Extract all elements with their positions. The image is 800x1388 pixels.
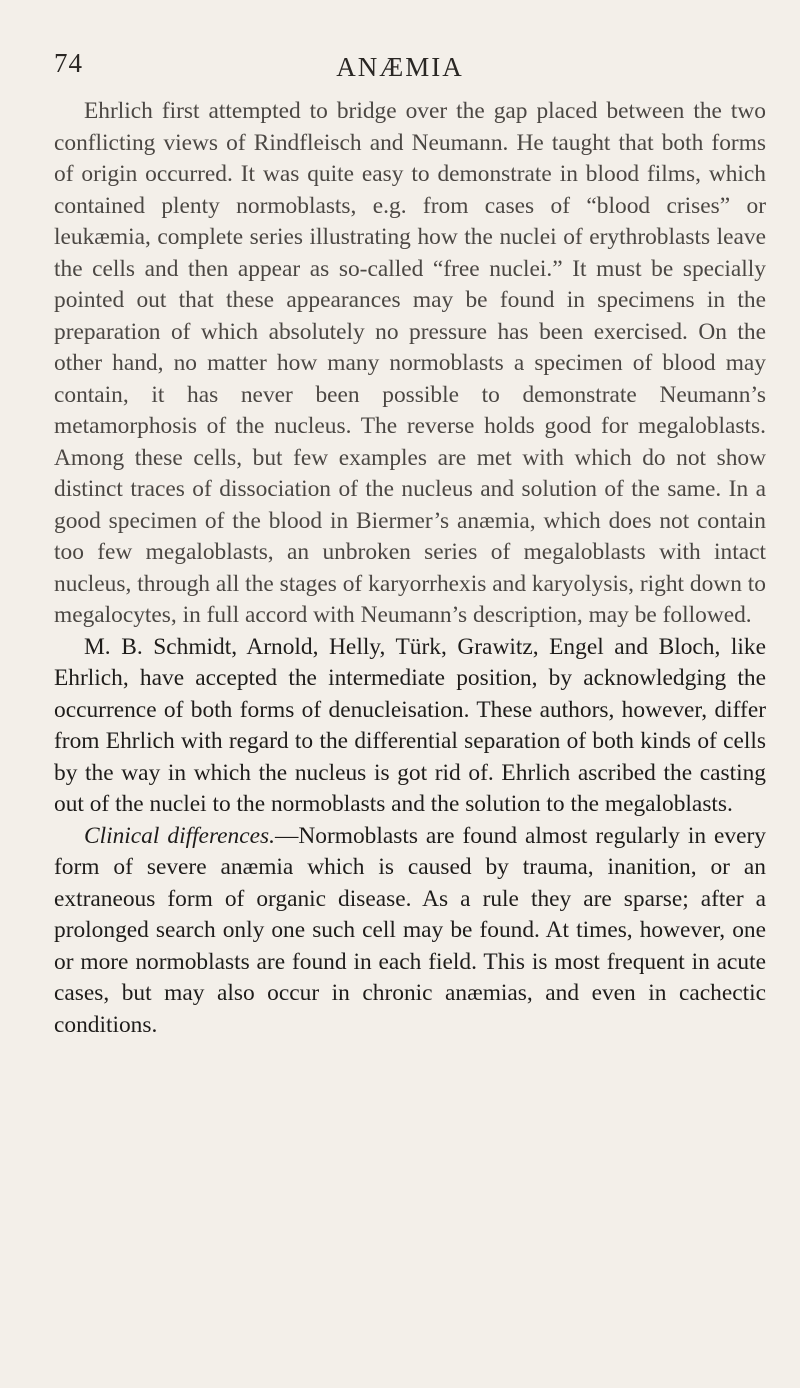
page-header — [0, 48, 800, 88]
paragraph-ehrlich: Ehrlich first attempted to bridge over the gap placed between the two conflicting views of Rindfleisch and Neumann. He taught that both forms of origin occurred. It was quite easy to demonstrate in blood films, which contained plenty normoblasts, e.g. from cases of “blood crises” or leukæmia, complete series illustrating how the nuclei of erythroblasts leave the cells and then appear as so-called “free nuclei.” It must be specially pointed out that these appearances may be found in specimens in the preparation of which absolutely no pressure has been exercised. On the other hand, no matter how many normoblasts a specimen of blood may contain, it has never been possible to demonstrate Neumann’s metamorphosis of the nucleus. The reverse holds good for megaloblasts. Among these cells, but few examples are met with which do not show distinct traces of dissociation of the nucleus and solution of the same. In a good specimen of the blood in Biermer’s anæmia, which does not contain too few megaloblasts, an unbroken series of megaloblasts with intact nucleus, through all the stages of karyorrhexis and karyolysis, right down to megalocytes, in full accord with Neumann’s description, may be followed. — [54, 98, 766, 628]
section-heading-clinical-differences: Clinical differences. — [84, 822, 275, 849]
running-head: ANÆMIA — [336, 52, 464, 82]
paragraph-schmidt: M. B. Schmidt, Arnold, Helly, Türk, Grawitz, Engel and Bloch, like Ehrlich, have accepted the intermediate position, by acknowledging the occurrence of both forms of denucleisation. These authors, however, differ from Ehrlich with regard to the differential separation of both kinds of cells by the way in which the nucleus is got rid of. Ehrlich ascribed the casting out of the nuclei to the normoblasts and the solution to the megaloblasts. — [54, 633, 766, 817]
paragraph-clinical-text: —Normoblasts are found almost regularly in every form of severe anæmia which is caused by trauma, inanition, or an extraneous form of organic disease. As a rule they are sparse; after a prolonged search only one such cell may be found. At times, however, one or more normoblasts are found in each field. This is most frequent in acute cases, but may also occur in chronic anæmias, and even in cachectic conditions. — [54, 822, 766, 1038]
body-text — [54, 96, 766, 1041]
page-number: 74 — [54, 48, 83, 78]
paragraph-clinical — [54, 821, 766, 1042]
